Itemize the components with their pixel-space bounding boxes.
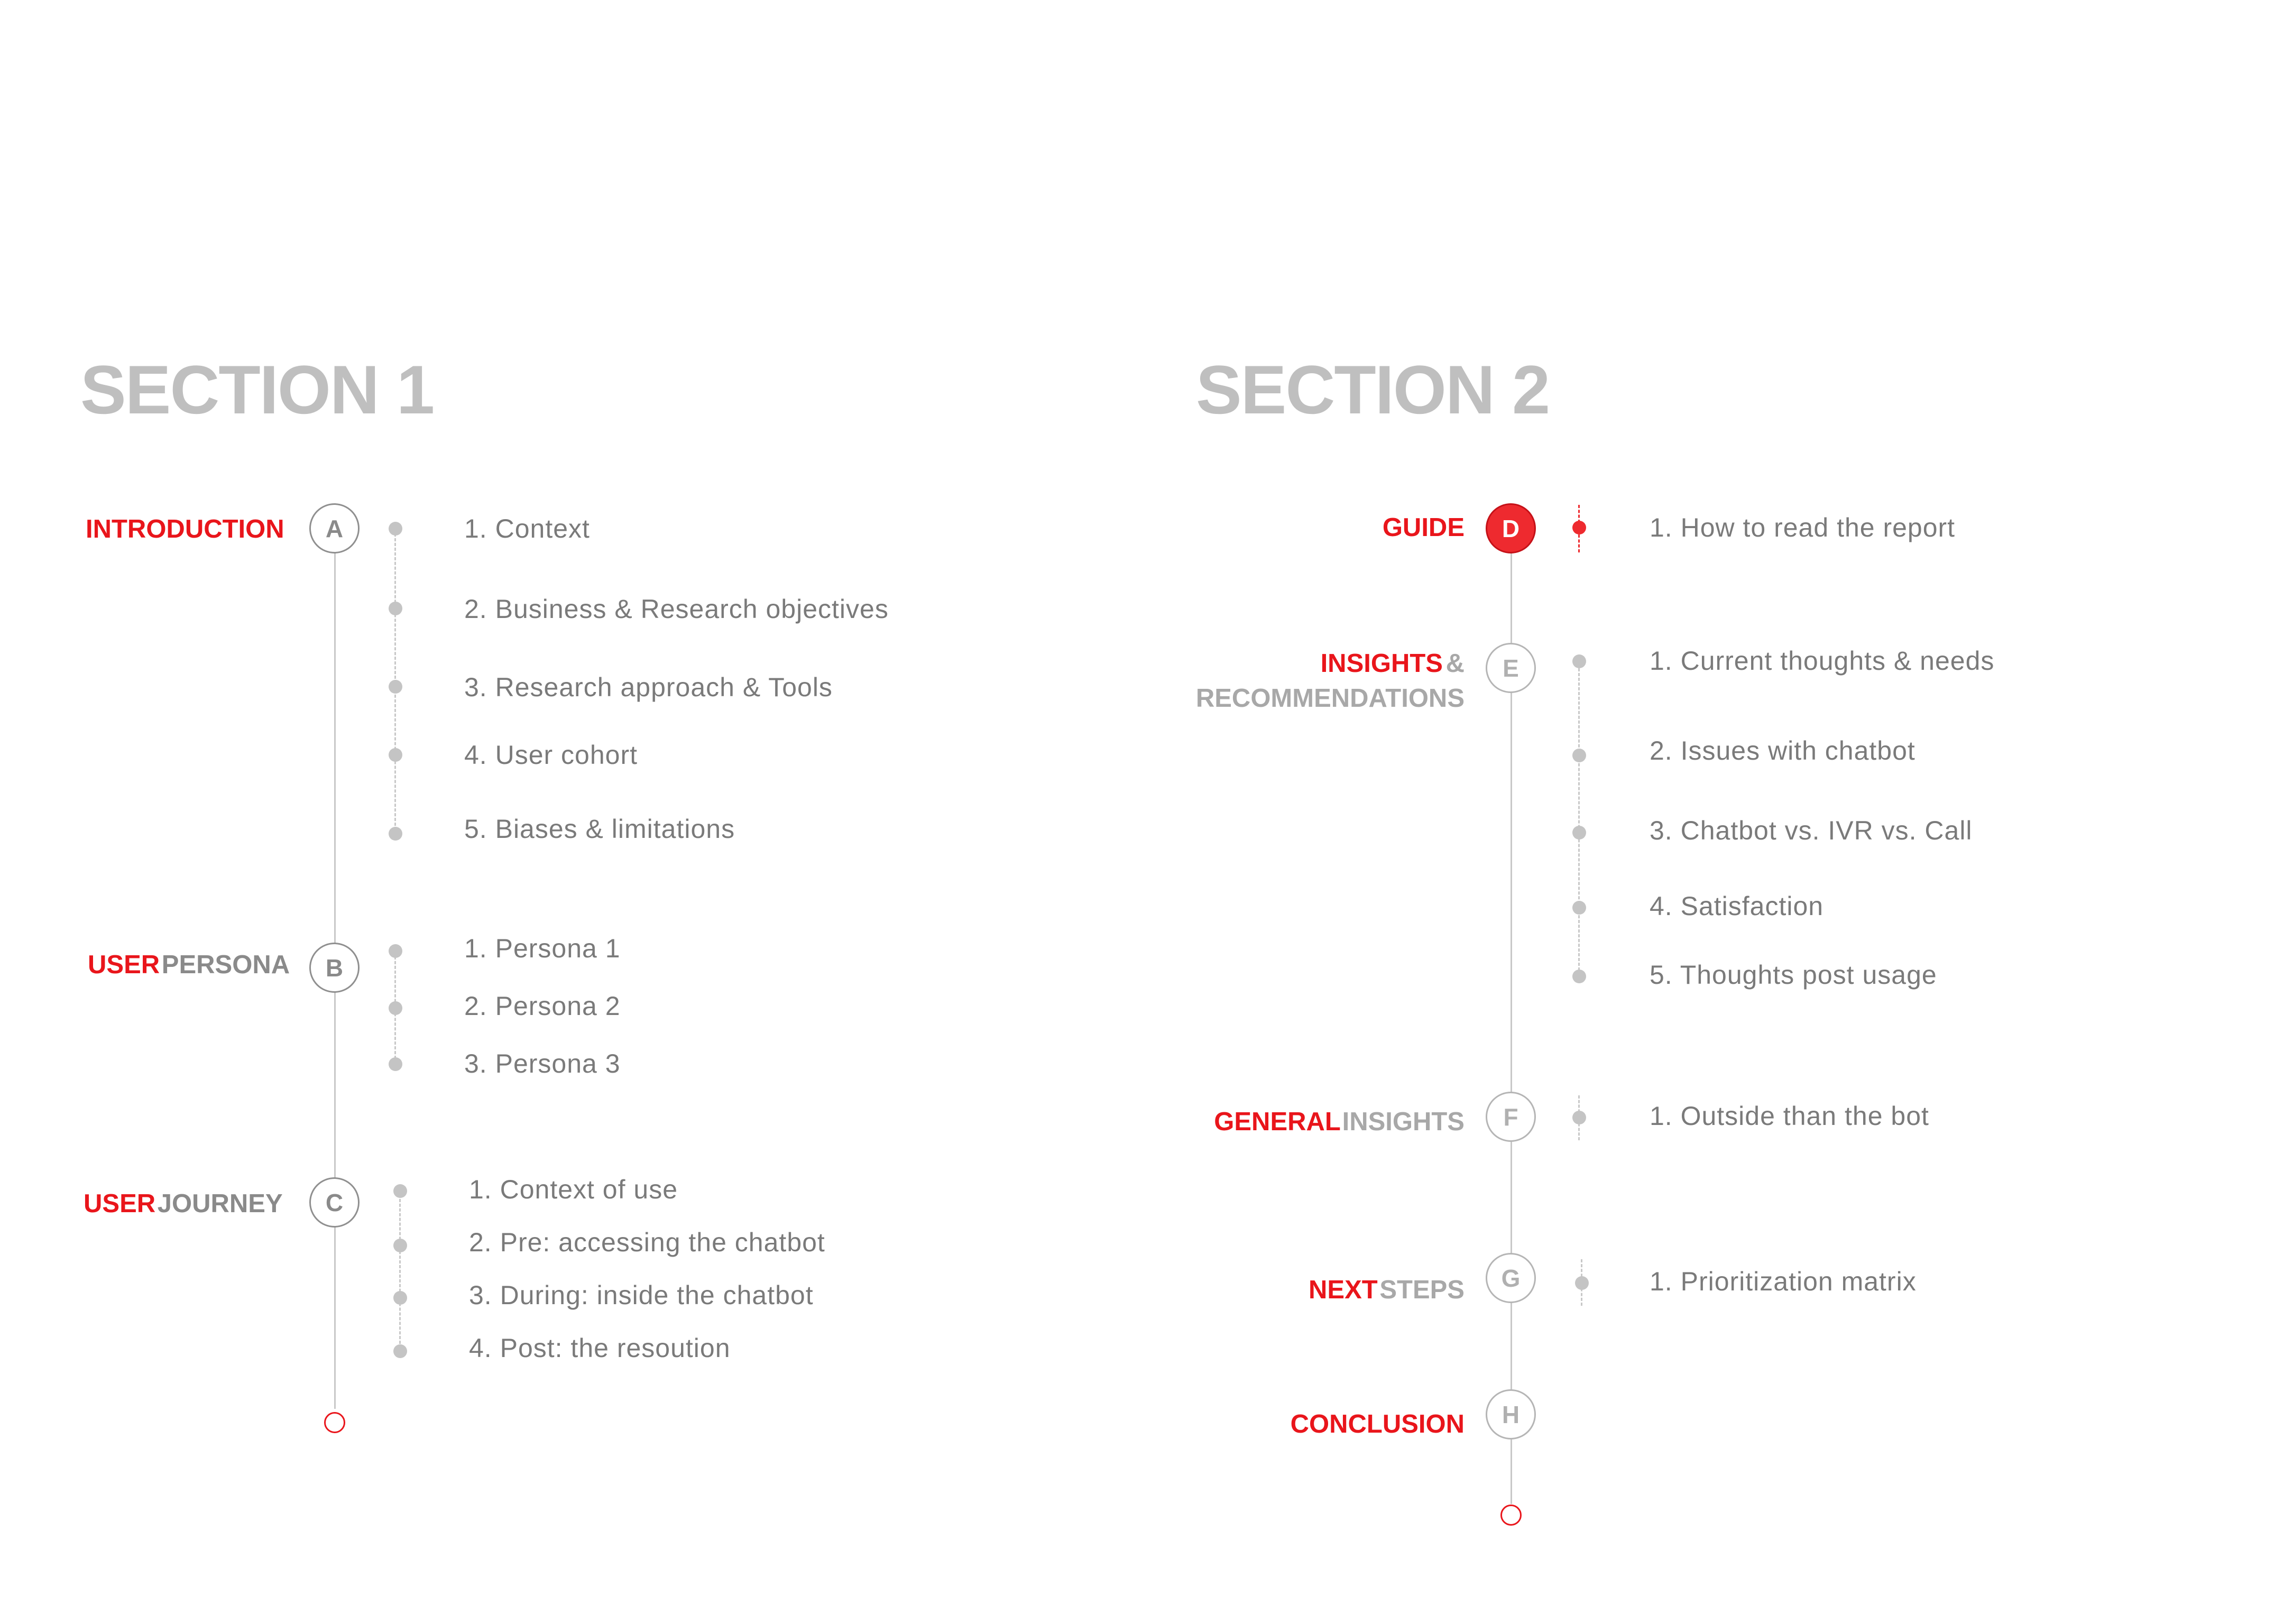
chapter-g-item[interactable]: 1. Prioritization matrix	[1650, 1267, 1917, 1296]
chapter-h-label-primary: CONCLUSION	[1290, 1410, 1465, 1438]
chapter-a-item[interactable]: 5. Biases & limitations	[464, 814, 735, 844]
chapter-b-label	[88, 950, 290, 980]
chapter-g-label-secondary: STEPS	[1379, 1276, 1465, 1304]
chapter-f-letter: F	[1503, 1103, 1518, 1131]
chapter-e-node[interactable]	[1486, 643, 1536, 693]
chapter-d-item[interactable]: 1. How to read the report	[1650, 513, 1956, 542]
chapter-e-item-dot	[1572, 901, 1586, 915]
chapter-a-item[interactable]: 4. User cohort	[464, 740, 638, 770]
chapter-e-letter: E	[1503, 654, 1519, 682]
chapter-a-item[interactable]: 1. Context	[464, 514, 590, 543]
chapter-c-item-dot	[393, 1239, 407, 1252]
chapter-e-sub-line	[1578, 663, 1580, 975]
chapter-e-item-dot	[1572, 970, 1586, 983]
chapter-e-item[interactable]: 4. Satisfaction	[1650, 891, 1824, 921]
chapter-b-item[interactable]: 3. Persona 3	[464, 1049, 621, 1078]
chapter-e-item[interactable]: 2. Issues with chatbot	[1650, 736, 1915, 765]
chapter-e-label-line2: RECOMMENDATIONS	[1195, 684, 1465, 713]
chapter-e-item[interactable]: 3. Chatbot vs. IVR vs. Call	[1650, 816, 1973, 845]
section-1-end-marker	[324, 1412, 345, 1433]
chapter-a-item[interactable]: 3. Research approach & Tools	[464, 672, 833, 702]
chapter-c-label-secondary: JOURNEY	[157, 1189, 283, 1218]
chapter-b-item[interactable]: 1. Persona 1	[464, 934, 621, 963]
chapter-f-item[interactable]: 1. Outside than the bot	[1650, 1101, 1929, 1131]
chapter-g-label	[1309, 1275, 1465, 1305]
chapter-c-item[interactable]: 3. During: inside the chatbot	[469, 1280, 814, 1310]
chapter-b-item-dot	[389, 1057, 402, 1071]
chapter-d-label	[1383, 513, 1465, 542]
chapter-d-label-primary: GUIDE	[1382, 513, 1465, 542]
chapter-c-item-dot	[393, 1184, 407, 1198]
chapter-a-item-dot	[389, 680, 402, 694]
chapter-c-item[interactable]: 2. Pre: accessing the chatbot	[469, 1228, 825, 1257]
chapter-h-node[interactable]	[1486, 1389, 1536, 1440]
chapter-c-item-dot	[393, 1344, 407, 1358]
chapter-a-node[interactable]	[309, 503, 360, 553]
chapter-b-label-secondary: PERSONA	[161, 951, 290, 979]
chapter-e-item[interactable]: 5. Thoughts post usage	[1650, 960, 1937, 990]
chapter-a-item-dot	[389, 827, 402, 841]
chapter-d-item-dot	[1572, 521, 1586, 534]
chapter-e-label	[1196, 646, 1465, 716]
chapter-e-item-dot	[1572, 749, 1586, 762]
chapter-h-letter: H	[1502, 1400, 1520, 1428]
chapter-c-node[interactable]	[309, 1177, 360, 1228]
chapter-c-item[interactable]: 4. Post: the resoution	[469, 1333, 731, 1363]
chapter-f-label	[1214, 1107, 1465, 1137]
chapter-g-node[interactable]	[1486, 1253, 1536, 1303]
chapter-e-item-dot	[1572, 826, 1586, 839]
chapter-b-item-dot	[389, 1001, 402, 1015]
chapter-g-item-dot	[1575, 1276, 1589, 1290]
chapter-f-label-secondary: INSIGHTS	[1342, 1108, 1465, 1136]
chapter-f-node[interactable]	[1486, 1092, 1536, 1142]
chapter-e-label-primary: INSIGHTS	[1320, 649, 1443, 678]
chapter-e-item-dot	[1572, 654, 1586, 668]
chapter-b-item[interactable]: 2. Persona 2	[464, 991, 621, 1021]
chapter-e-item[interactable]: 1. Current thoughts & needs	[1650, 646, 1995, 676]
chapter-g-label-primary: NEXT	[1309, 1276, 1378, 1304]
chapter-a-item-dot	[389, 522, 402, 536]
chapter-b-letter: B	[325, 954, 344, 982]
section-1-title: SECTION 1	[80, 351, 434, 428]
chapter-c-label	[84, 1189, 283, 1219]
chapter-h-label	[1291, 1409, 1465, 1439]
chapter-a-letter: A	[325, 514, 344, 542]
chapter-f-label-primary: GENERAL	[1214, 1108, 1340, 1136]
chapter-b-item-dot	[389, 944, 402, 958]
chapter-a-item[interactable]: 2. Business & Research objectives	[464, 594, 889, 624]
chapter-a-label-primary: INTRODUCTION	[86, 515, 284, 543]
chapter-a-label	[86, 514, 284, 544]
chapter-g-letter: G	[1501, 1264, 1521, 1292]
chapter-c-letter: C	[325, 1188, 344, 1216]
chapter-f-item-dot	[1572, 1111, 1586, 1124]
chapter-a-item-dot	[389, 602, 402, 615]
chapter-c-sub-line	[399, 1189, 401, 1353]
chapter-d-letter: D	[1502, 514, 1520, 542]
chapter-b-label-primary: USER	[88, 951, 160, 979]
chapter-c-label-primary: USER	[84, 1189, 156, 1218]
chapter-b-node[interactable]	[309, 943, 360, 993]
chapter-c-item[interactable]: 1. Context of use	[469, 1175, 678, 1204]
chapter-a-item-dot	[389, 748, 402, 762]
section-2-title: SECTION 2	[1196, 351, 1550, 428]
chapter-c-item-dot	[393, 1291, 407, 1305]
section-2-end-marker	[1500, 1505, 1522, 1526]
section-2-timeline	[1511, 552, 1512, 1504]
chapter-e-label-connector: &	[1445, 649, 1465, 678]
chapter-d-node[interactable]	[1486, 503, 1536, 553]
